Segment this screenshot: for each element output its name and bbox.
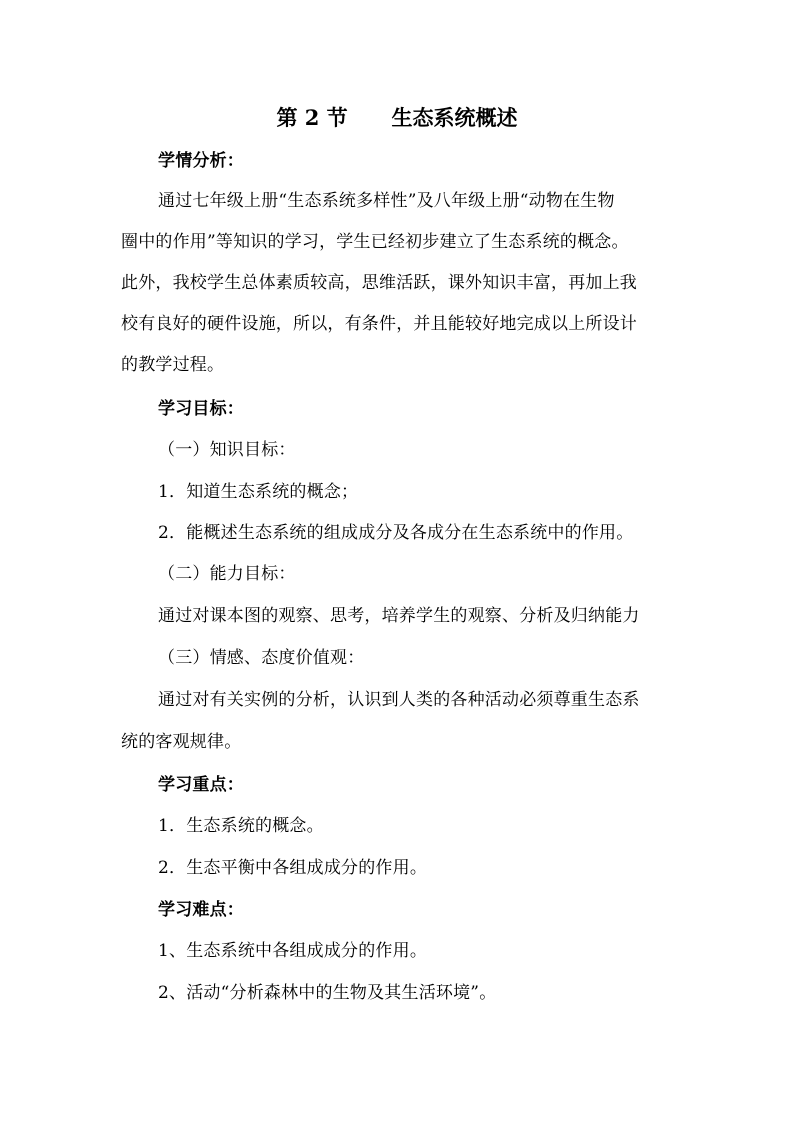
analysis-line-2: 圈中的作用”等知识的学习，学生已经初步建立了生态系统的概念。 <box>121 232 629 252</box>
difficulty-1: 1、生态系统中各组成成分的作用。 <box>158 941 428 961</box>
key-point-2: 2．生态平衡中各组成成分的作用。 <box>158 858 428 878</box>
analysis-line-1: 通过七年级上册“生态系统多样性”及八年级上册“动物在生物 <box>158 191 615 211</box>
analysis-line-4: 校有良好的硬件设施，所以，有条件，并且能较好地完成以上所设计 <box>121 314 637 334</box>
emotion-goal-line-1: 通过对有关实例的分析，认识到人类的各种活动必须尊重生态系 <box>158 690 640 710</box>
emotion-goal-line-2: 统的客观规律。 <box>121 732 242 752</box>
key-points-heading: 学习重点： <box>158 775 244 795</box>
key-point-1: 1．生态系统的概念。 <box>158 816 324 836</box>
knowledge-goal-2: 2．能概述生态系统的组成成分及各成分在生态系统中的作用。 <box>158 523 634 543</box>
knowledge-goal-1: 1．知道生态系统的概念； <box>158 482 359 502</box>
page-title: 第 2 节 生态系统概述 <box>276 105 518 130</box>
analysis-line-5: 的教学过程。 <box>121 355 225 375</box>
ability-goal-text: 通过对课本图的观察、思考，培养学生的观察、分析及归纳能力 <box>158 606 640 626</box>
difficulty-2: 2、活动“分析森林中的生物及其生活环境”。 <box>158 983 497 1003</box>
analysis-line-3: 此外，我校学生总体素质较高，思维活跃，课外知识丰富，再加上我 <box>121 273 637 293</box>
knowledge-goals-heading: （一）知识目标： <box>158 440 296 460</box>
emotion-goals-heading: （三）情感、态度价值观： <box>158 648 365 668</box>
difficulties-heading: 学习难点： <box>158 900 244 920</box>
ability-goals-heading: （二）能力目标： <box>158 564 296 584</box>
goals-heading: 学习目标： <box>158 399 244 419</box>
analysis-heading: 学情分析： <box>158 151 244 171</box>
